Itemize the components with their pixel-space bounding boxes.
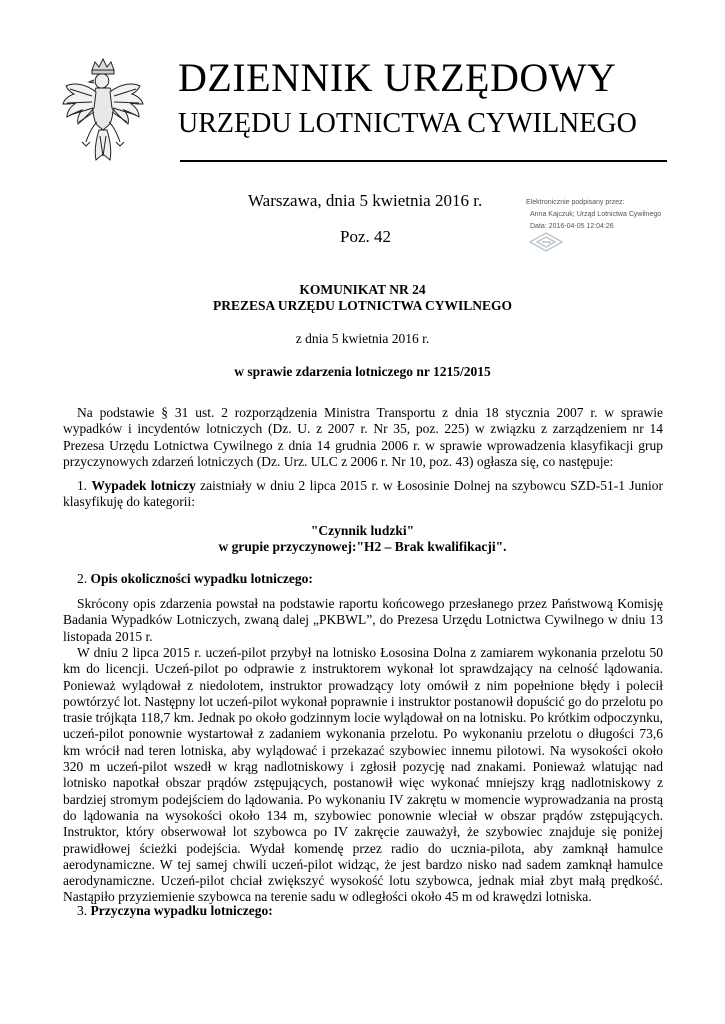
point-3 — [63, 903, 663, 919]
point-1-text: zaistniały w dniu 2 lipca 2015 r. w Łososinie Dolnej na szybowcu SZD-51-1 Junior klasyfikuję do kategorii: — [63, 478, 664, 510]
intro-paragraph: Na podstawie § 31 ust. 2 rozporządzenia Ministra Transportu z dnia 18 stycznia 2007 r. w sprawie wypadków i incydentów lotniczych (Dz. U. z 2007 r. Nr 35, poz. 225) w związku z zarządzeniem nr 14 Prezesa Urzędu Lotnictwa Cywilnego z dnia 14 grudnia 2006 r. w sprawie wprowadzenia klasyfikacji grup przyczynowych zdarzeń lotniczych (Dz. Urz. ULC z 2006 r. Nr 10, poz. 43) ogłasza się, co następuje: — [63, 405, 663, 469]
announcement-title-line2: PREZESA URZĘDU LOTNICTWA CYWILNEGO — [213, 298, 512, 313]
point-2-number: 2. — [77, 571, 88, 586]
signature-caption: Elektronicznie podpisany przez: — [526, 199, 625, 206]
signature-date: Data: 2016-04-05 12:04:26 — [530, 223, 614, 230]
point-3-heading: Przyczyna wypadku lotniczego: — [90, 903, 273, 918]
classification-line2: w grupie przyczynowej:"H2 – Brak kwalifikacji". — [218, 539, 507, 554]
publication-date: Warszawa, dnia 5 kwietnia 2016 r. — [248, 191, 483, 210]
announcement-subject: w sprawie zdarzenia lotniczego nr 1215/2015 — [234, 364, 491, 379]
journal-title: DZIENNIK URZĘDOWY — [178, 55, 617, 100]
point-1 — [63, 478, 663, 511]
position-number: Poz. 42 — [340, 227, 391, 246]
point-1-heading: Wypadek lotniczy — [91, 478, 196, 493]
point-1-number: 1. — [77, 478, 88, 493]
classification-line1: "Czynnik ludzki" — [310, 523, 415, 538]
incident-description-paragraph: W dniu 2 lipca 2015 r. uczeń-pilot przybył na lotnisko Łososina Dolna z zamiarem wykonania przelotu 50 km do licencji. Uczeń-pilot po odprawie z instruktorem wykonał lot sprawdzający na celność lądowania. Ponieważ wylądował z niedolotem, instruktor prowadzący loty omówił z nim popełnione błędy i polecił powtórzyć lot. Następny lot uczeń-pilot wykonał poprawnie i instruktor postanowił dopuścić go do przelotu po trasie trójkąta 118,7 km. Jednak po około godzinnym locie wylądował on na lotnisku. Po krótkim odpoczynku, uczeń-pilot ponownie wystartował z zadaniem wykonania przelotu. Po wykonaniu przelotu o długości 73,6 km wrócił nad teren lotniska, aby wylądować i przekazać szybowiec innemu pilotowi. Na wysokości około 320 m uczeń-pilot wszedł w krąg nadlotniskowy i zgłosił pozycję nad znakami. Ponieważ wlatując nad lotnisko napotkał obszar prądów zstępujących, postanowił więc wykonać mniejszy krąg nadlotniskowy z bardziej stromym podejściem do lądowania. Po wykonaniu IV zakrętu w momencie wyprowadzania na prostą do lądowania na wysokości około 134 m, szybowiec ponownie wleciał w obszar prądów zstępujących. Instruktor, który obserwował lot szybowca po IV zakręcie zauważył, że szybowiec znajduje się poniżej prawidłowej ścieżki podejścia. Wydał komendę przez radio do ucznia-pilota, aby zamknął hamulce aerodynamiczne. W tej samej chwili uczeń-pilot widząc, że jest bardzo nisko nad sadem zamknął hamulce aerodynamiczne. Uczeń-pilot chciał zwiększyć wysokość lotu szybowca, jednak miał zbyt małą prędkość. Nastąpiło przyziemienie szybowca na terenie sadu w odległości około 45 m od krawędzi lotniska. — [63, 645, 663, 905]
electronic-signature — [526, 197, 706, 233]
signature-signer: Anna Kajczuk; Urząd Lotnictwa Cywilnego — [530, 211, 662, 218]
eagle-emblem-icon — [58, 56, 148, 168]
journal-subtitle: URZĘDU LOTNICTWA CYWILNEGO — [178, 108, 637, 139]
point-3-number: 3. — [77, 903, 88, 918]
header-divider — [180, 160, 667, 162]
announcement-date: z dnia 5 kwietnia 2016 r. — [295, 331, 430, 346]
point-2-heading: Opis okoliczności wypadku lotniczego: — [90, 571, 313, 586]
signature-stamp-icon — [528, 231, 564, 253]
point-2 — [63, 571, 663, 587]
announcement-title-line1: KOMUNIKAT NR 24 — [299, 282, 426, 297]
summary-paragraph: Skrócony opis zdarzenia powstał na podstawie raportu końcowego przesłanego przez Państwową Komisję Badania Wypadków Lotniczych, zwaną dalej „PKBWL”, do Prezesa Urzędu Lotnictwa Cywilnego w dniu 13 listopada 2015 r. — [63, 596, 663, 644]
